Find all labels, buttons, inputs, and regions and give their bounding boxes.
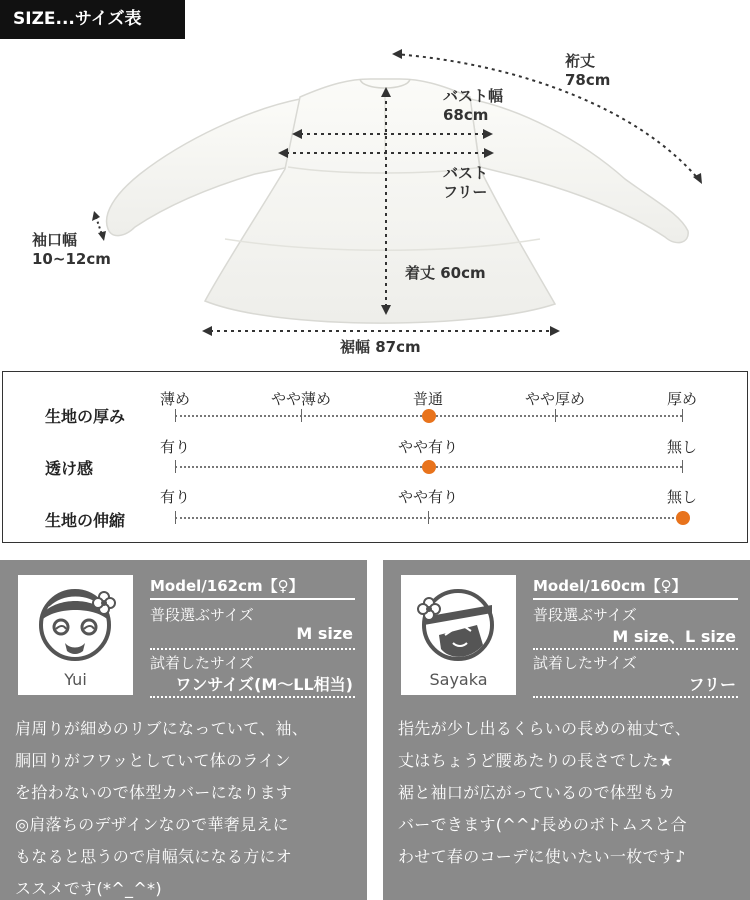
scale-label: 有り <box>159 488 191 506</box>
usual-size-value: M size <box>296 624 353 643</box>
garment-measurement-area <box>0 39 750 369</box>
bust-width-label: バスト幅 68cm <box>443 87 504 124</box>
stretch-title: 生地の伸縮 <box>45 511 126 530</box>
model-panel-yui <box>0 560 367 900</box>
scale-label: 有り <box>159 438 191 456</box>
tried-size-value: ワンサイズ(M〜LL相当) <box>175 675 353 694</box>
divider <box>533 696 738 698</box>
cuff-width-label: 袖口幅 10~12cm <box>32 231 111 268</box>
scale-label: 無し <box>666 438 698 456</box>
bust-free-label: バスト フリー <box>443 164 489 201</box>
scale-label: 普通 <box>412 390 444 408</box>
scale-tick <box>682 409 683 422</box>
scale-tick <box>175 511 176 524</box>
scale-tick <box>175 460 176 473</box>
usual-size-label: 普段選ぶサイズ <box>150 606 254 624</box>
avatar <box>401 575 516 695</box>
scale-tick <box>428 511 429 524</box>
tried-size-value: フリー <box>688 675 736 694</box>
avatar <box>18 575 133 695</box>
scale-label: 厚め <box>666 390 698 408</box>
model-height: Model/162cm【♀】 <box>150 577 304 595</box>
length-label: 着丈 60cm <box>405 264 486 282</box>
scale-label: やや厚め <box>524 390 586 408</box>
usual-size-value: M size、L size <box>612 627 736 646</box>
divider <box>533 598 738 600</box>
scale-tick <box>175 409 176 422</box>
divider <box>150 648 355 650</box>
model-face-icon <box>401 575 516 675</box>
model-comment: 肩周りが細めのリブになっていて、袖、 胴回りがフワッとしていて体のライン を拾わないので体型カバーになります ◎肩落ちのデザインなので華奢見えに もなると思うので肩幅気になる方にオ ススメです(*^_^*) <box>15 719 309 898</box>
model-panel-sayaka <box>383 560 750 900</box>
scale-label: やや薄め <box>270 390 332 408</box>
model-name: Yui <box>64 670 87 689</box>
fabric-scale-box <box>2 371 748 543</box>
model-comment: 指先が少し出るくらいの長めの袖丈で、 丈はちょうど腰あたりの長さでした★ 裾と袖口が広がっているので体型もカ バーできます(^^♪長めのボトムスと合 わせて春のコーデに使いたい一枚です♪ <box>398 719 692 866</box>
blouse-illustration <box>0 39 750 369</box>
scale-tick <box>301 409 302 422</box>
divider <box>533 648 738 650</box>
scale-label: やや有り <box>397 438 459 456</box>
selected-dot <box>676 511 690 525</box>
hem-width-label: 裾幅 87cm <box>340 338 421 356</box>
transparency-row <box>3 434 747 484</box>
tried-size-label: 試着したサイズ <box>533 654 637 672</box>
usual-size-label: 普段選ぶサイズ <box>533 606 637 624</box>
scale-label: 無し <box>666 488 698 506</box>
scale-label: やや有り <box>397 488 459 506</box>
scale-tick <box>682 460 683 473</box>
selected-dot <box>422 460 436 474</box>
selected-dot <box>422 409 436 423</box>
divider <box>150 598 355 600</box>
thickness-title: 生地の厚み <box>45 407 126 426</box>
model-name: Sayaka <box>429 670 488 689</box>
size-chart-header: SIZE...サイズ表 <box>0 0 185 39</box>
model-face-icon <box>18 575 133 675</box>
tried-size-label: 試着したサイズ <box>150 654 254 672</box>
sleeve-length-label: 裄丈 78cm <box>565 52 611 89</box>
stretch-row <box>3 484 747 534</box>
thickness-row <box>3 384 747 434</box>
divider <box>150 696 355 698</box>
model-height: Model/160cm【♀】 <box>533 577 687 595</box>
scale-label: 薄め <box>159 390 191 408</box>
transparency-title: 透け感 <box>45 459 94 478</box>
scale-tick <box>555 409 556 422</box>
